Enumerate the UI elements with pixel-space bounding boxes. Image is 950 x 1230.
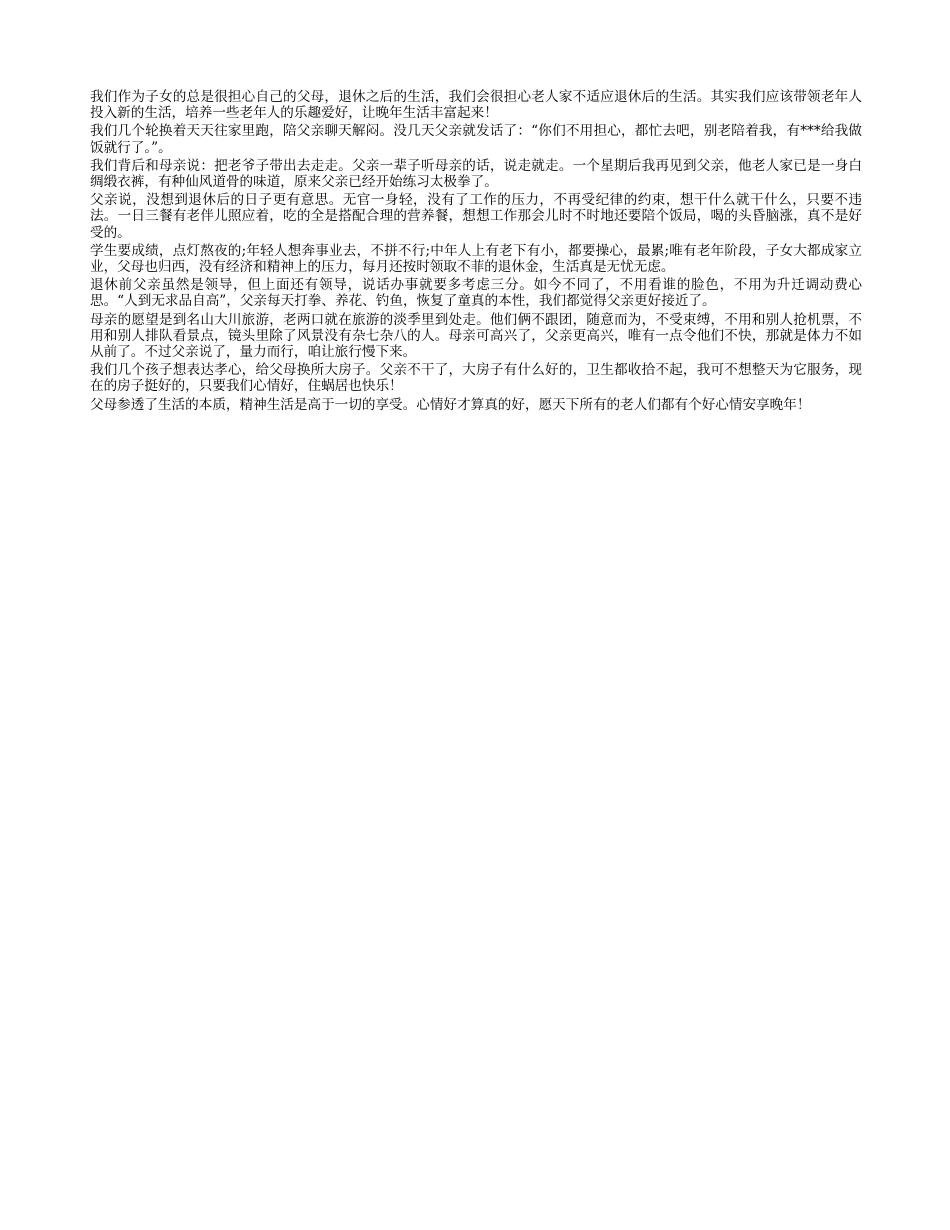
paragraph-6: 退休前父亲虽然是领导，但上面还有领导，说话办事就要多考虑三分。如今不同了，不用看谁的脸色，不用为升迁调动费心思。“人到无求品自高”，父亲每天打拳、养花、钓鱼，恢复了童真的本性，我们都觉得父亲更好接近了。 [90,277,862,310]
paragraph-2: 我们几个轮换着天天往家里跑，陪父亲聊天解闷。没几天父亲就发话了：“你们不用担心，都忙去吧，别老陪着我，有***给我做饭就行了。”。 [90,123,862,156]
paragraph-5: 学生要成绩，点灯熬夜的;年轻人想奔事业去，不拼不行;中年人上有老下有小，都要操心，最累;唯有老年阶段，子女大都成家立业，父母也归西，没有经济和精神上的压力，每月还按时领取不菲的退休金，生活真是无忧无虑。 [90,242,862,276]
paragraph-4: 父亲说，没想到退休后的日子更有意思。无官一身轻，没有了工作的压力，不再受纪律的约束，想干什么就干什么，只要不违法。一日三餐有老伴儿照应着，吃的全是搭配合理的营养餐，想想工作那会儿时不时地还要陪个饭局，喝的头昏脑涨，真不是好受的。 [90,192,862,241]
paragraph-7: 母亲的愿望是到名山大川旅游，老两口就在旅游的淡季里到处走。他们俩不跟团，随意而为，不受束缚，不用和别人抢机票，不用和别人排队看景点，镜头里除了风景没有杂七杂八的人。母亲可高兴了，父亲更高兴，唯有一点令他们不快，那就是体力不如从前了。不过父亲说了，量力而行，咱让旅行慢下来。 [90,311,862,361]
paragraph-3: 我们背后和母亲说：把老爷子带出去走走。父亲一辈子听母亲的话，说走就走。一个星期后我再见到父亲，他老人家已是一身白绸缎衣裤，有种仙风道骨的味道，原来父亲已经开始练习太极拳了。 [90,157,862,191]
paragraph-8: 我们几个孩子想表达孝心，给父母换所大房子。父亲不干了，大房子有什么好的，卫生都收拾不起，我可不想整天为它服务，现在的房子挺好的，只要我们心情好，住蜗居也快乐！ [90,362,862,395]
document-body [90,89,862,415]
paragraph-9: 父母参透了生活的本质，精神生活是高于一切的享受。心情好才算真的好，愿天下所有的老人们都有个好心情安享晚年！ [90,396,811,413]
paragraph-1: 我们作为子女的总是很担心自己的父母，退休之后的生活，我们会很担心老人家不适应退休后的生活。其实我们应该带领老年人投入新的生活，培养一些老年人的乐趣爱好，让晚年生活丰富起来！ [90,89,862,122]
